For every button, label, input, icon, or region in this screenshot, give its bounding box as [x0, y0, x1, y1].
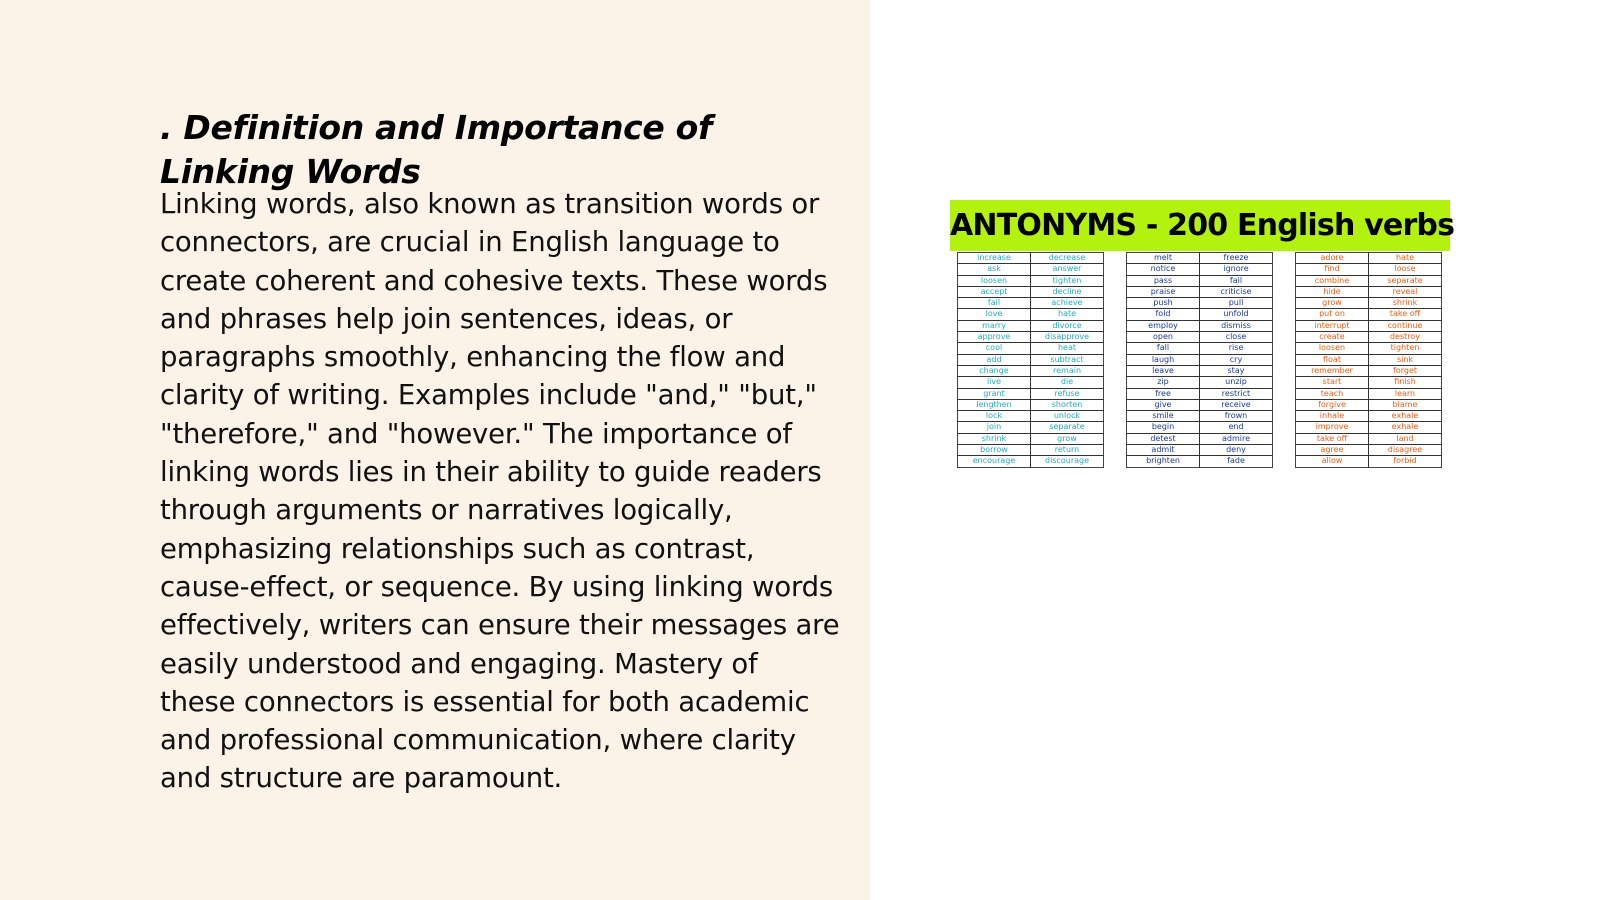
antonym-cell: hate — [1031, 309, 1104, 320]
word-pair-row — [1127, 354, 1273, 365]
word-pair-row — [1296, 264, 1442, 275]
word-pair-row — [1296, 422, 1442, 433]
word-pair-row — [958, 309, 1104, 320]
antonym-cell: hate — [1369, 253, 1442, 264]
antonym-cell: die — [1031, 377, 1104, 388]
verb-cell: take off — [1296, 433, 1369, 444]
word-pair-row — [1296, 320, 1442, 331]
antonym-cell: discourage — [1031, 456, 1104, 467]
word-pair-row — [1127, 377, 1273, 388]
antonym-cell: shrink — [1369, 298, 1442, 309]
word-pair-row — [1127, 399, 1273, 410]
word-pair-row — [1127, 365, 1273, 376]
word-pair-row — [1296, 275, 1442, 286]
word-pair-row — [958, 253, 1104, 264]
antonym-cell: end — [1200, 422, 1273, 433]
word-pair-row — [958, 332, 1104, 343]
verb-cell: forgive — [1296, 399, 1369, 410]
word-table-1 — [957, 252, 1104, 468]
word-pair-row — [958, 286, 1104, 297]
verb-cell: borrow — [958, 445, 1031, 456]
word-pair-row — [1127, 343, 1273, 354]
word-pair-row — [1127, 411, 1273, 422]
verb-cell: fall — [1127, 343, 1200, 354]
word-pair-row — [1296, 309, 1442, 320]
word-pair-row — [1296, 286, 1442, 297]
word-pair-row — [1127, 264, 1273, 275]
word-pair-row — [958, 399, 1104, 410]
verb-cell: cool — [958, 343, 1031, 354]
word-pair-row — [958, 354, 1104, 365]
verb-cell: accept — [958, 286, 1031, 297]
verb-cell: push — [1127, 298, 1200, 309]
verb-cell: combine — [1296, 275, 1369, 286]
verb-cell: create — [1296, 332, 1369, 343]
word-table-3 — [1295, 252, 1442, 468]
antonym-cell: separate — [1369, 275, 1442, 286]
antonym-cell: blame — [1369, 399, 1442, 410]
word-pair-row — [958, 388, 1104, 399]
antonym-cell: criticise — [1200, 286, 1273, 297]
word-pair-row — [1127, 309, 1273, 320]
antonym-cell: refuse — [1031, 388, 1104, 399]
verb-cell: praise — [1127, 286, 1200, 297]
verb-cell: leave — [1127, 365, 1200, 376]
verb-cell: shrink — [958, 433, 1031, 444]
verb-cell: lock — [958, 411, 1031, 422]
word-pair-row — [958, 275, 1104, 286]
antonym-cell: tighten — [1031, 275, 1104, 286]
verb-cell: admit — [1127, 445, 1200, 456]
verb-cell: open — [1127, 332, 1200, 343]
word-pair-row — [1127, 433, 1273, 444]
verb-cell: live — [958, 377, 1031, 388]
verb-cell: start — [1296, 377, 1369, 388]
antonym-cell: answer — [1031, 264, 1104, 275]
antonym-cell: finish — [1369, 377, 1442, 388]
verb-cell: grant — [958, 388, 1031, 399]
verb-cell: pass — [1127, 275, 1200, 286]
verb-cell: grow — [1296, 298, 1369, 309]
antonym-cell: subtract — [1031, 354, 1104, 365]
antonym-cell: ignore — [1200, 264, 1273, 275]
verb-cell: zip — [1127, 377, 1200, 388]
antonym-cell: forget — [1369, 365, 1442, 376]
antonym-cell: tighten — [1369, 343, 1442, 354]
antonym-cell: dismiss — [1200, 320, 1273, 331]
slide-heading: . Definition and Importance of Linking Words — [160, 108, 713, 191]
verb-cell: put on — [1296, 309, 1369, 320]
antonym-cell: achieve — [1031, 298, 1104, 309]
word-pair-row — [1296, 377, 1442, 388]
verb-cell: fail — [958, 298, 1031, 309]
antonyms-title: ANTONYMS - 200 English verbs — [950, 200, 1450, 251]
antonym-cell: loose — [1369, 264, 1442, 275]
verb-cell: ask — [958, 264, 1031, 275]
verb-cell: improve — [1296, 422, 1369, 433]
verb-cell: allow — [1321, 456, 1343, 466]
word-pair-row — [1127, 286, 1273, 297]
verb-cell: inhale — [1296, 411, 1369, 422]
verb-cell: interrupt — [1296, 320, 1369, 331]
antonym-cell: cry — [1200, 354, 1273, 365]
antonym-cell: unlock — [1031, 411, 1104, 422]
word-pair-row — [1127, 298, 1273, 309]
verb-cell: agree — [1296, 445, 1369, 456]
word-pair-row — [958, 433, 1104, 444]
antonym-cell: grow — [1031, 433, 1104, 444]
antonym-cell: heat — [1031, 343, 1104, 354]
antonym-cell: continue — [1369, 320, 1442, 331]
verb-cell: brighten — [1146, 456, 1180, 466]
word-pair-row — [1296, 411, 1442, 422]
word-pair-row — [1127, 275, 1273, 286]
antonym-cell: frown — [1200, 411, 1273, 422]
verb-cell: teach — [1296, 388, 1369, 399]
verb-cell: notice — [1127, 264, 1200, 275]
word-pair-row — [1127, 456, 1273, 467]
antonyms-grid — [957, 252, 1445, 478]
verb-cell: find — [1296, 264, 1369, 275]
word-pair-row — [1296, 445, 1442, 456]
antonym-cell: disapprove — [1031, 332, 1104, 343]
antonym-cell: fade — [1200, 456, 1273, 467]
word-pair-row — [1296, 332, 1442, 343]
word-pair-row — [1296, 388, 1442, 399]
word-pair-row — [958, 298, 1104, 309]
word-pair-row — [958, 422, 1104, 433]
antonym-cell: rise — [1200, 343, 1273, 354]
word-pair-row — [958, 365, 1104, 376]
verb-cell: loosen — [1296, 343, 1369, 354]
antonym-cell: exhale — [1369, 422, 1442, 433]
verb-cell: change — [958, 365, 1031, 376]
verb-cell: approve — [958, 332, 1031, 343]
body-paragraph: Linking words, also known as transition words or connectors, are crucial in English language to create coherent and cohesive texts. These words and phrases help join sentences, ideas, or paragraphs smoothly, enhancing the flow and clarity of writing. Examples include "and," "but," "therefore," and "however." The importance of linking words lies in their ability to guide readers through arguments or narratives logically, emphasizing relationships such as contrast, cause-effect, or sequence. By using linking words effectively, writers can ensure their messages are easily understood and engaging. Mastery of these connectors is essential for both academic and professional communication, where clarity and structure are paramount. — [160, 188, 840, 795]
antonym-cell: take off — [1369, 309, 1442, 320]
verb-cell: smile — [1127, 411, 1200, 422]
antonym-cell: divorce — [1031, 320, 1104, 331]
verb-cell: remember — [1296, 365, 1369, 376]
verb-cell: marry — [958, 320, 1031, 331]
verb-cell: hide — [1296, 286, 1369, 297]
word-pair-row — [1296, 433, 1442, 444]
antonym-cell: forbid — [1369, 456, 1442, 467]
antonym-cell: receive — [1200, 399, 1273, 410]
antonym-cell: unfold — [1200, 309, 1273, 320]
verb-cell: begin — [1127, 422, 1200, 433]
antonym-cell: separate — [1031, 422, 1104, 433]
word-pair-row — [1296, 354, 1442, 365]
antonyms-image — [950, 200, 1455, 482]
verb-cell: float — [1296, 354, 1369, 365]
word-pair-row — [958, 456, 1104, 467]
antonym-cell: sink — [1369, 354, 1442, 365]
verb-cell: loosen — [958, 275, 1031, 286]
word-pair-row — [1127, 253, 1273, 264]
antonym-cell: shorten — [1031, 399, 1104, 410]
word-pair-row — [1296, 456, 1442, 467]
verb-cell: lengthen — [958, 399, 1031, 410]
verb-cell: love — [958, 309, 1031, 320]
verb-cell: increase — [958, 253, 1031, 264]
word-pair-row — [958, 343, 1104, 354]
antonym-cell: remain — [1031, 365, 1104, 376]
word-pair-row — [1296, 343, 1442, 354]
antonym-cell: stay — [1200, 365, 1273, 376]
antonym-cell: restrict — [1200, 388, 1273, 399]
antonym-cell: admire — [1200, 433, 1273, 444]
word-pair-row — [958, 320, 1104, 331]
antonym-cell: land — [1369, 433, 1442, 444]
verb-cell: employ — [1127, 320, 1200, 331]
verb-cell: join — [958, 422, 1031, 433]
word-pair-row — [1127, 332, 1273, 343]
verb-cell: add — [958, 354, 1031, 365]
word-pair-row — [1296, 253, 1442, 264]
antonym-cell: reveal — [1369, 286, 1442, 297]
antonym-cell: destroy — [1369, 332, 1442, 343]
verb-cell: give — [1127, 399, 1200, 410]
antonym-cell: deny — [1200, 445, 1273, 456]
antonym-cell: freeze — [1200, 253, 1273, 264]
word-pair-row — [1127, 445, 1273, 456]
antonym-cell: unzip — [1200, 377, 1273, 388]
word-pair-row — [958, 445, 1104, 456]
word-pair-row — [1296, 298, 1442, 309]
word-pair-row — [1127, 388, 1273, 399]
antonym-cell: decrease — [1031, 253, 1104, 264]
antonym-cell: exhale — [1369, 411, 1442, 422]
verb-cell: detest — [1127, 433, 1200, 444]
antonym-cell: close — [1200, 332, 1273, 343]
verb-cell: melt — [1127, 253, 1200, 264]
antonym-cell: return — [1031, 445, 1104, 456]
verb-cell: laugh — [1127, 354, 1200, 365]
word-pair-row — [1127, 320, 1273, 331]
word-table-2 — [1126, 252, 1273, 468]
antonym-cell: fail — [1200, 275, 1273, 286]
antonym-cell: disagree — [1369, 445, 1442, 456]
word-pair-row — [958, 411, 1104, 422]
antonym-cell: decline — [1031, 286, 1104, 297]
word-pair-row — [1296, 365, 1442, 376]
verb-cell: encourage — [972, 456, 1016, 466]
word-pair-row — [1296, 399, 1442, 410]
word-pair-row — [958, 377, 1104, 388]
antonym-cell: pull — [1200, 298, 1273, 309]
verb-cell: free — [1127, 388, 1200, 399]
antonym-cell: learn — [1369, 388, 1442, 399]
word-pair-row — [958, 264, 1104, 275]
verb-cell: adore — [1296, 253, 1369, 264]
word-pair-row — [1127, 422, 1273, 433]
verb-cell: fold — [1127, 309, 1200, 320]
